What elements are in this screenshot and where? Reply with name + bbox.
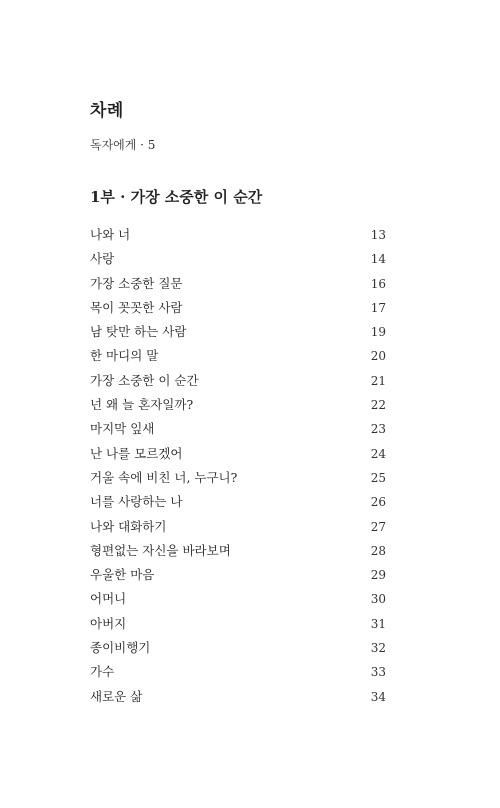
toc-entry-title: 새로운 삶 bbox=[90, 688, 143, 704]
preface-entry[interactable]: 독자에게 · 5 bbox=[90, 138, 156, 152]
toc-entry-page-number: 13 bbox=[370, 228, 386, 242]
toc-entry-page-number: 21 bbox=[370, 373, 386, 388]
toc-entry-page-number: 22 bbox=[370, 398, 386, 413]
toc-entry[interactable] bbox=[90, 371, 386, 395]
toc-entry-title: 너를 사랑하는 나 bbox=[90, 494, 183, 510]
toc-entry-title: 한 마디의 말 bbox=[90, 348, 159, 364]
toc-entry-page-number: 17 bbox=[370, 300, 386, 315]
toc-entry-page-number: 19 bbox=[370, 325, 386, 340]
toc-entry[interactable] bbox=[90, 395, 386, 419]
toc-entry-title: 어머니 bbox=[90, 591, 127, 607]
toc-entry[interactable] bbox=[90, 565, 386, 589]
toc-entry-page-number: 16 bbox=[370, 276, 386, 291]
toc-entry-list bbox=[90, 225, 386, 711]
toc-entry-page-number: 20 bbox=[370, 349, 386, 364]
toc-entry-page-number: 31 bbox=[370, 616, 386, 631]
toc-entry[interactable] bbox=[90, 444, 386, 468]
toc-entry[interactable] bbox=[90, 249, 386, 273]
toc-entry-title: 종이비행기 bbox=[90, 640, 151, 656]
toc-entry[interactable] bbox=[90, 274, 386, 298]
toc-entry-title: 거울 속에 비친 너, 누구니? bbox=[90, 469, 238, 485]
toc-entry-page-number: 27 bbox=[370, 519, 386, 534]
toc-entry[interactable] bbox=[90, 322, 386, 346]
toc-entry-page-number: 26 bbox=[370, 495, 386, 510]
table-of-contents-title: 차례 bbox=[90, 101, 124, 121]
toc-entry-page-number: 34 bbox=[370, 689, 386, 704]
toc-entry[interactable] bbox=[90, 492, 386, 516]
toc-entry-title: 우울한 마음 bbox=[90, 567, 155, 583]
toc-entry-title: 사랑 bbox=[90, 251, 115, 267]
toc-entry-page-number: 29 bbox=[370, 568, 386, 583]
toc-entry-page-number: 23 bbox=[370, 422, 386, 437]
toc-entry[interactable] bbox=[90, 517, 386, 541]
toc-entry-title: 마지막 잎새 bbox=[90, 421, 155, 437]
toc-entry[interactable] bbox=[90, 687, 386, 711]
toc-entry[interactable] bbox=[90, 346, 386, 370]
toc-entry-page-number: 28 bbox=[370, 543, 386, 558]
toc-entry[interactable] bbox=[90, 225, 386, 249]
toc-entry-page-number: 33 bbox=[370, 665, 386, 680]
toc-entry[interactable] bbox=[90, 662, 386, 686]
toc-entry-title: 아버지 bbox=[90, 615, 127, 631]
toc-entry-page-number: 24 bbox=[370, 446, 386, 461]
toc-entry-title: 가장 소중한 이 순간 bbox=[90, 372, 199, 388]
toc-entry-page-number: 30 bbox=[370, 592, 386, 607]
toc-entry-title: 가장 소중한 질문 bbox=[90, 275, 183, 291]
toc-entry-page-number: 32 bbox=[370, 641, 386, 656]
toc-entry-title: 남 탓만 하는 사람 bbox=[90, 324, 187, 340]
toc-entry[interactable] bbox=[90, 589, 386, 613]
toc-entry-title: 목이 꼿꼿한 사람 bbox=[90, 299, 183, 315]
toc-entry[interactable] bbox=[90, 468, 386, 492]
toc-entry[interactable] bbox=[90, 298, 386, 322]
toc-entry-title: 나와 너 bbox=[90, 227, 131, 242]
toc-entry[interactable] bbox=[90, 541, 386, 565]
toc-entry[interactable] bbox=[90, 638, 386, 662]
part-title: 1부 · 가장 소중한 이 순간 bbox=[90, 188, 263, 206]
toc-entry-title: 가수 bbox=[90, 664, 115, 680]
toc-entry-title: 난 나를 모르겠어 bbox=[90, 445, 183, 461]
toc-entry[interactable] bbox=[90, 614, 386, 638]
toc-entry-page-number: 25 bbox=[370, 470, 386, 485]
toc-entry-title: 형편없는 자신을 바라보며 bbox=[90, 542, 231, 558]
toc-entry-title: 넌 왜 늘 혼자일까? bbox=[90, 397, 194, 413]
toc-entry-title: 나와 대화하기 bbox=[90, 518, 167, 534]
toc-entry-page-number: 14 bbox=[370, 252, 386, 267]
toc-entry[interactable] bbox=[90, 419, 386, 443]
